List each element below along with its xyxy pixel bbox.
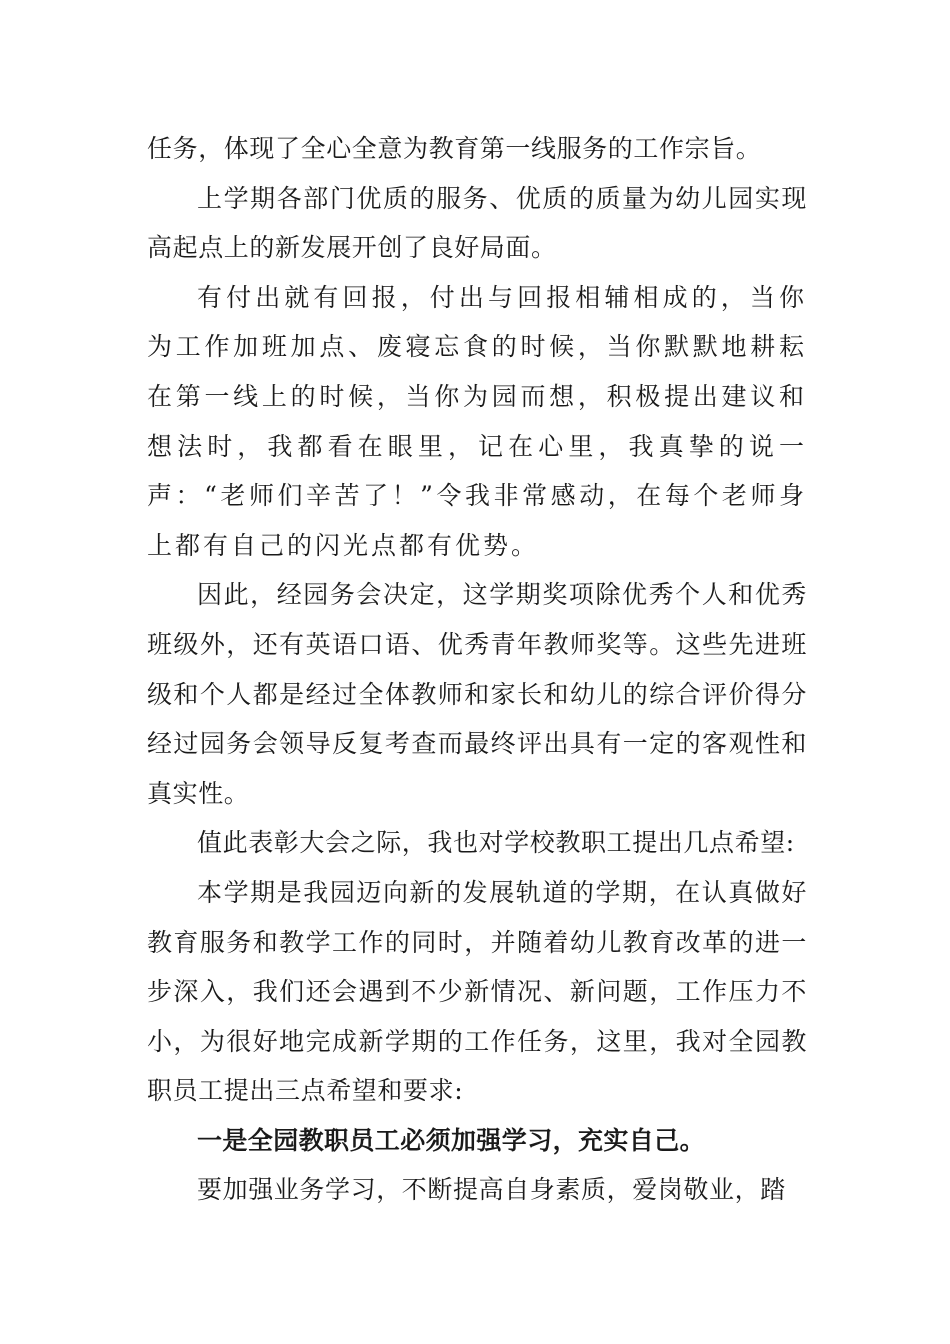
paragraph-effort-reward: 有付出就有回报，付出与回报相辅相成的，当你为工作加班加点、废寝忘食的时候，当你默默地耕耘在第一线上的时候，当你为园而想，积极提出建议和想法时，我都看在眼里，记在心里，我真挚的说一声：“老师们辛苦了！”令我非常感动，在每个老师身上都有自己的闪光点都有优势。 bbox=[147, 282, 807, 560]
paragraph-study-requirement: 要加强业务学习，不断提高自身素质，爱岗敬业，踏 bbox=[197, 1175, 786, 1205]
paragraph-awards: 因此，经园务会决定，这学期奖项除优秀个人和优秀班级外，还有英语口语、优秀青年教师奖等。这些先进班级和个人都是经过全体教师和家长和幼儿的综合评价得分经过园务会领导反复考查而最终评出具有一定的客观性和真实性。 bbox=[147, 580, 807, 808]
heading-point-one: 一是全园教职员工必须加强学习，充实自己。 bbox=[197, 1125, 706, 1155]
document-body bbox=[147, 124, 807, 1215]
paragraph-new-semester: 本学期是我园迈向新的发展轨道的学期，在认真做好教育服务和教学工作的同时，并随着幼儿教育改革的进一步深入，我们还会遇到不少新情况、新问题，工作压力不小，为很好地完成新学期的工作任务，这里，我对全园教职员工提出三点希望和要求: bbox=[147, 877, 807, 1106]
paragraph-service-quality: 上学期各部门优质的服务、优质的质量为幼儿园实现高起点上的新发展开创了良好局面。 bbox=[147, 183, 807, 263]
paragraph-continuation: 任务，体现了全心全意为教育第一线服务的工作宗旨。 bbox=[147, 134, 762, 163]
paragraph-hopes-intro: 值此表彰大会之际，我也对学校教职工提出几点希望: bbox=[197, 828, 795, 858]
